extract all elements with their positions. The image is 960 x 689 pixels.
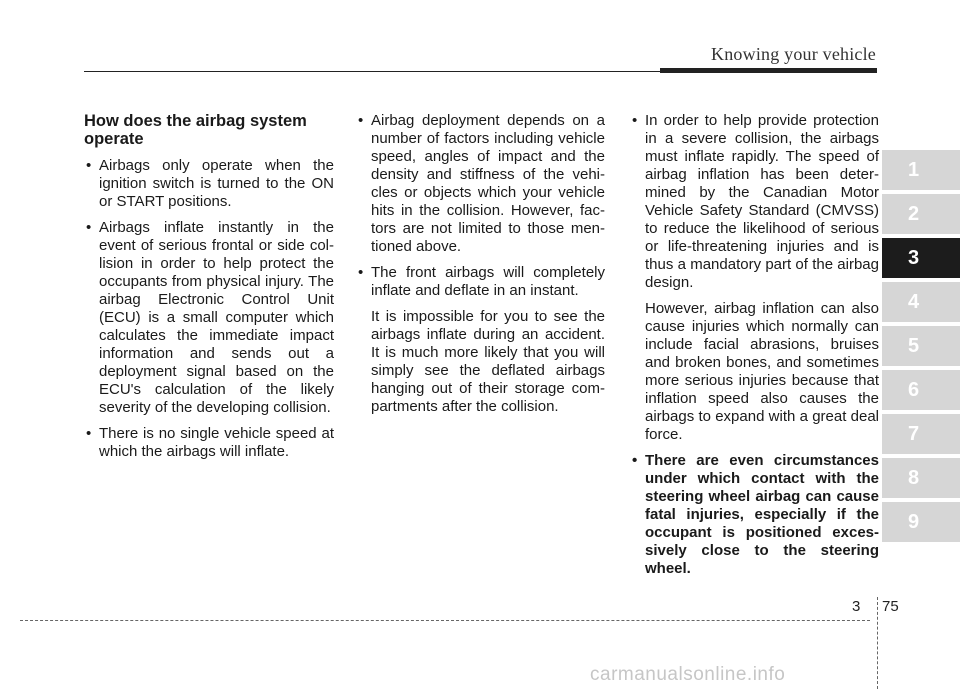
bullet-item: • Airbags inflate instantly in the event of serious frontal or side col-lision in order to help protect the occupants from physical injury. The airbag Electronic Control Unit (ECU) is a small computer which calculates the immediate impact information and sends out a deployment signal based on the ECU's calculation of the likely severity of the developing collision. [84, 219, 334, 417]
text-column-3 [630, 112, 879, 586]
chapter-tab-5[interactable]: 5 [882, 326, 960, 366]
chapter-tab-2[interactable]: 2 [882, 194, 960, 234]
watermark-text: carmanualsonline.info [590, 664, 786, 685]
chapter-tab-1[interactable]: 1 [882, 150, 960, 190]
header-rule-thick [660, 68, 877, 73]
chapter-tabs [882, 150, 960, 546]
chapter-tab-3-active[interactable]: 3 [882, 238, 960, 278]
paragraph: However, airbag inflation can also cause injuries which normally can include facial abrasions, bruises and broken bones, and sometimes more serious injuries because that inflation speed also causes the airbags to expand with a great deal force. [645, 300, 879, 443]
bullet-item: • Airbags only operate when the ignition switch is turned to the ON or START positions. [84, 157, 334, 211]
bullet-item: • There is no single vehicle speed at which the airbags will inflate. [84, 425, 334, 461]
chapter-tab-6[interactable]: 6 [882, 370, 960, 410]
footer-chapter-number: 3 [852, 598, 861, 615]
text-column-2 [356, 112, 605, 424]
header-rule-thin [84, 71, 662, 72]
footer-page-number: 75 [882, 598, 899, 615]
chapter-tab-9[interactable]: 9 [882, 502, 960, 542]
paragraph: It is impossible for you to see the airbags inflate during an accident. It is much more likely that you will simply see the deflated airbags hanging out of their storage com-partments after the collision. [371, 308, 605, 415]
warning-bullet: • There are even circumstances under which contact with the steering wheel airbag can cause fatal injuries, especially if the occupant is positioned exces-sively close to the steering wheel. [630, 452, 879, 578]
bullet-item: • Airbag deployment depends on a number of factors including vehicle speed, angles of impact and the density and stiffness of the vehi-cles or objects which your vehicle hits in the collision. However, fac-tors are not limited to those men-tioned above. [356, 112, 605, 256]
footer-divider [20, 620, 870, 621]
text-column-1 [84, 112, 334, 469]
section-heading: How does the airbag system operate [84, 112, 307, 148]
chapter-tab-4[interactable]: 4 [882, 282, 960, 322]
bullet-item: • In order to help provide protection in a severe collision, the airbags must inflate rapidly. The speed of airbag inflation has been deter-mined by the Canadian Motor Vehicle Safety Standard (CMVSS) to reduce the likelihood of serious or life-threatening injuries and is thus a mandatory part of the airbag design. [630, 112, 879, 292]
footer-vertical-divider [877, 597, 878, 689]
bullet-item: • The front airbags will completely inflate and deflate in an instant. [356, 264, 605, 300]
running-header-title: Knowing your vehicle [711, 44, 876, 64]
chapter-tab-8[interactable]: 8 [882, 458, 960, 498]
chapter-tab-7[interactable]: 7 [882, 414, 960, 454]
